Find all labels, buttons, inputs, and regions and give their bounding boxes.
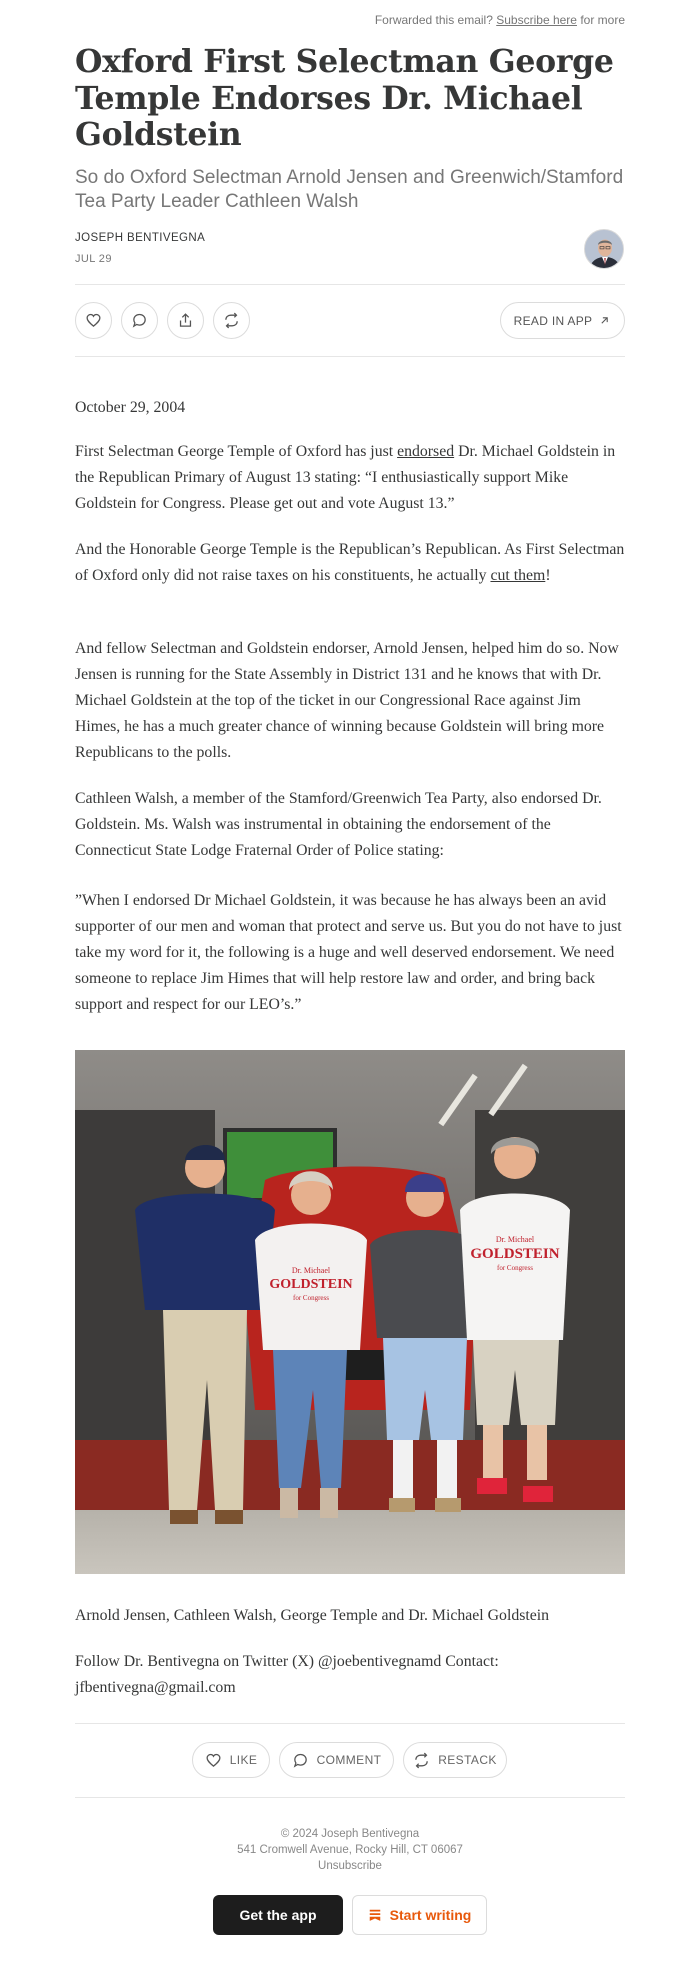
post-title[interactable]: Oxford First Selectman George Temple Endorses Dr. Michael Goldstein — [75, 43, 614, 153]
read-in-app-button[interactable] — [500, 302, 625, 339]
footer-copyright: © 2024 Joseph Bentivegna — [280, 1828, 420, 1840]
divider — [75, 1723, 625, 1724]
paragraph-1 — [75, 439, 625, 517]
subscribe-link[interactable]: Subscribe here — [496, 13, 577, 27]
comment-button[interactable] — [121, 302, 158, 339]
footer-unsubscribe-row — [0, 1858, 700, 1874]
forwarded-prefix: Forwarded this email? — [374, 13, 493, 27]
divider — [75, 1797, 625, 1798]
post-subtitle: So do Oxford Selectman Arnold Jensen and Greenwich/Stamford Tea Party Leader Cathleen Walsh — [75, 167, 624, 212]
paragraph-1-text: First Selectman George Temple of Oxford has just — [75, 443, 394, 460]
shirt2-text-line3: for Congress — [497, 1264, 533, 1272]
comment-icon — [131, 312, 148, 329]
comment-icon — [292, 1752, 309, 1769]
shirt-text-line2: GOLDSTEIN — [269, 1277, 353, 1292]
paragraph-2 — [75, 537, 625, 589]
shirt2-text-line1: Dr. Michael — [495, 1235, 535, 1244]
footer-like-button[interactable] — [192, 1742, 270, 1778]
dateline: October 29, 2004 — [75, 399, 186, 416]
shirt-text-line1: Dr. Michael — [291, 1266, 331, 1275]
share-icon — [177, 312, 194, 329]
avatar-portrait — [585, 230, 624, 269]
forwarded-suffix: for more — [580, 13, 625, 27]
footer-address: 541 Cromwell Avenue, Rocky Hill, CT 06067 — [237, 1844, 463, 1856]
get-the-app-button[interactable]: Get the app — [213, 1895, 343, 1935]
paragraph-5-quote: ”When I endorsed Dr Michael Goldstein, it was because he has always been an avid supporter of our men and woman that protect and serve us. But you do not have to just take my word for it, the following is a huge and well deserved endorsement. We need someone to replace Jim Himes that will help restore law and order, and bring back support and respect for our LEO’s.” — [75, 892, 622, 1013]
forwarded-notice — [375, 13, 625, 27]
like-button[interactable] — [75, 302, 112, 339]
paragraph-2-text: And the Honorable George Temple is the Republican’s Republican. As First Selectman of Oxford only did not raise taxes on his constituents, he actually — [75, 541, 625, 584]
share-button[interactable] — [167, 302, 204, 339]
footer-like-label: LIKE — [229, 1753, 258, 1767]
footer-comment-label: COMMENT — [316, 1753, 382, 1767]
start-writing-button[interactable] — [352, 1895, 487, 1935]
follow-text: Follow Dr. Bentivegna on Twitter (X) @joebentivegnamd Contact: jfbentivegna@gmail.com — [75, 1653, 499, 1696]
shirt-text-line3: for Congress — [293, 1294, 329, 1302]
paragraph-3: And fellow Selectman and Goldstein endorser, Arnold Jensen, helped him do so. Now Jensen is running for the State Assembly in District 131 and he knows that with Dr. Michael Goldstein at the top of the ticket in our Congressional Race against Jim Himes, he has a much greater chance of winning because Goldstein will bring more Republicans to the polls. — [75, 640, 619, 761]
photo-caption: Arnold Jensen, Cathleen Walsh, George Temple and Dr. Michael Goldstein — [75, 1607, 550, 1624]
footer-restack-label: RESTACK — [438, 1753, 497, 1767]
divider — [75, 284, 625, 285]
restack-button[interactable] — [213, 302, 250, 339]
start-writing-label: Start writing — [389, 1907, 472, 1923]
endorsed-link[interactable]: endorsed — [397, 443, 455, 460]
divider — [75, 356, 625, 357]
restack-icon — [413, 1752, 430, 1769]
read-in-app-label: READ IN APP — [513, 313, 593, 328]
arrow-up-right-icon — [598, 314, 611, 327]
photo-illustration — [75, 1050, 625, 1574]
substack-logo-icon — [368, 1908, 382, 1922]
post-date: JUL 29 — [75, 253, 112, 265]
heart-icon — [205, 1752, 222, 1769]
paragraph-1-text-end: Dr. Michael Goldstein in the Republican Primary of August 13 stating: “I enthusiastically support Mike Goldstein for Congress. Please get out and vote August 13.” — [75, 443, 616, 512]
author-avatar[interactable] — [584, 229, 624, 269]
endorsement-photo[interactable] — [75, 1050, 625, 1574]
footer-restack-button[interactable] — [403, 1742, 507, 1778]
cut-them-link[interactable]: cut them — [490, 567, 546, 584]
footer-comment-button[interactable] — [279, 1742, 394, 1778]
restack-icon — [223, 312, 240, 329]
unsubscribe-link[interactable]: Unsubscribe — [318, 1860, 382, 1872]
author-name[interactable]: JOSEPH BENTIVEGNA — [75, 232, 206, 244]
paragraph-2-text-end: ! — [545, 567, 551, 584]
shirt2-text-line2: GOLDSTEIN — [470, 1246, 560, 1262]
heart-icon — [85, 312, 102, 329]
paragraph-4: Cathleen Walsh, a member of the Stamford/Greenwich Tea Party, also endorsed Dr. Goldstein. Ms. Walsh was instrumental in obtaining the endorsement of the Connecticut State Lodge Fraternal Order of Police stating: — [75, 790, 602, 859]
